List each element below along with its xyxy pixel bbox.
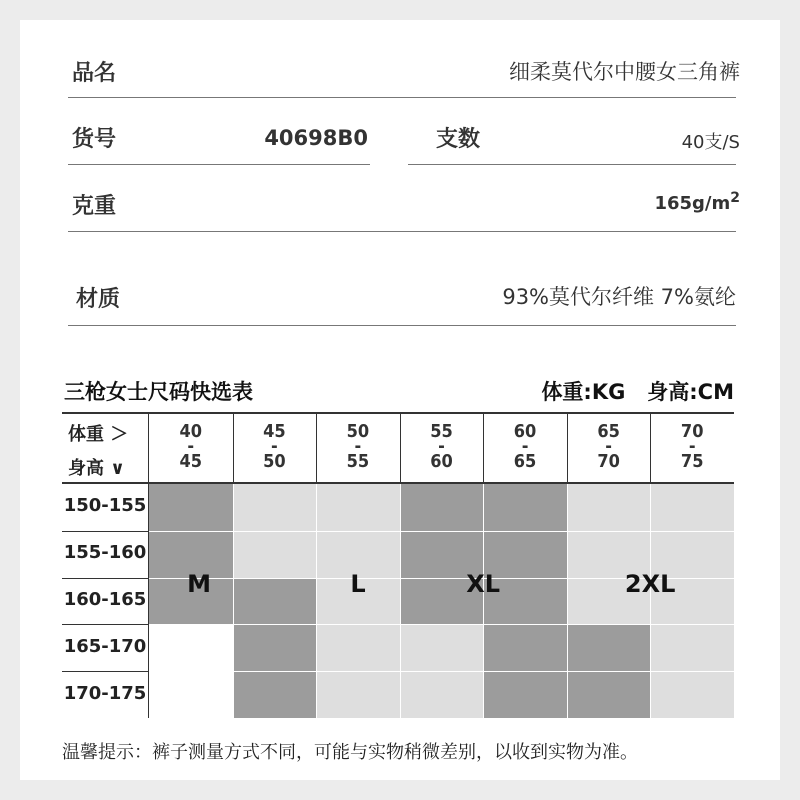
divider bbox=[68, 97, 736, 98]
weight-range-45-50: 45 - 50 bbox=[263, 421, 286, 472]
count-label: 支数 bbox=[436, 127, 481, 152]
size-cell bbox=[316, 484, 400, 531]
weight-value: $165g/m^2$ bbox=[654, 190, 740, 214]
footnote: 温馨提示：裤子测量方式不同，可能与实物稍微差别，以收到实物为准。 bbox=[62, 742, 638, 763]
material-value: 93%莫代尔纤维 7%氨纶 bbox=[502, 285, 736, 309]
header-col-divider bbox=[316, 412, 317, 484]
size-cell bbox=[650, 484, 734, 531]
height-range-label: 155-160 bbox=[63, 542, 147, 564]
grid-line bbox=[483, 484, 484, 718]
count-value: 40支/S bbox=[681, 132, 740, 153]
size-cell bbox=[233, 624, 317, 671]
height-range-label: 160-165 bbox=[63, 589, 147, 610]
weight-range-60-65: 60 - 65 bbox=[513, 421, 537, 472]
size-label-l: L bbox=[350, 569, 366, 598]
grid-line bbox=[316, 484, 317, 718]
size-cell bbox=[149, 671, 233, 718]
weight-header: 体重 ＞ bbox=[68, 424, 129, 445]
divider bbox=[68, 164, 370, 165]
grid-line bbox=[149, 531, 734, 532]
divider bbox=[408, 164, 736, 165]
size-cell bbox=[483, 624, 567, 671]
code-label: 货号 bbox=[72, 127, 117, 152]
header-col-divider bbox=[483, 412, 484, 484]
name-value: 细柔莫代尔中腰女三角裤 bbox=[509, 60, 740, 84]
row-label-separator bbox=[62, 624, 148, 625]
height-header: 身高 ∨ bbox=[68, 458, 125, 479]
size-cell bbox=[567, 624, 651, 671]
size-label-xl: XL bbox=[466, 569, 501, 598]
size-cell bbox=[233, 484, 317, 531]
weight-range-55-60: 55 - 60 bbox=[430, 421, 453, 472]
row-label-separator bbox=[62, 671, 148, 672]
weight-range-50-55: 50 - 55 bbox=[346, 421, 370, 472]
size-cell bbox=[233, 531, 317, 578]
header-col-divider bbox=[400, 412, 401, 484]
grid-line bbox=[149, 671, 734, 672]
header-col-divider bbox=[650, 412, 651, 484]
header-col-divider bbox=[567, 412, 568, 484]
size-cell bbox=[400, 671, 484, 718]
size-chart-title: 三枪女士尺码快选表 bbox=[64, 380, 253, 404]
size-cell bbox=[149, 624, 233, 671]
name-label: 品名 bbox=[72, 61, 117, 86]
size-chart-units: 体重:KG 身高:CM bbox=[541, 380, 734, 404]
size-cell bbox=[400, 624, 484, 671]
height-range-label: 165-170 bbox=[63, 635, 147, 657]
grid-line bbox=[650, 484, 651, 718]
size-label-m: M bbox=[187, 569, 212, 598]
code-value: 40698B0 bbox=[264, 126, 368, 150]
size-label-2xl: 2XL bbox=[624, 569, 676, 598]
size-cell bbox=[650, 671, 734, 718]
grid-line bbox=[400, 484, 401, 718]
weight-label: 克重 bbox=[72, 194, 117, 219]
row-label-separator bbox=[62, 578, 148, 579]
header-col-divider bbox=[233, 412, 234, 484]
size-cell bbox=[400, 484, 484, 531]
size-cell bbox=[483, 671, 567, 718]
divider bbox=[68, 325, 736, 326]
size-cell bbox=[483, 484, 567, 531]
divider bbox=[68, 231, 736, 232]
weight-range-40-45: 40 - 45 bbox=[179, 421, 203, 472]
size-cell bbox=[233, 671, 317, 718]
grid-line bbox=[149, 624, 734, 625]
material-label: 材质 bbox=[76, 287, 121, 312]
size-cell bbox=[233, 578, 317, 625]
size-cell bbox=[316, 671, 400, 718]
grid-line bbox=[567, 484, 568, 718]
size-cell bbox=[149, 484, 233, 531]
size-cell bbox=[567, 671, 651, 718]
size-cell bbox=[650, 624, 734, 671]
grid-line bbox=[233, 484, 234, 718]
row-label-separator bbox=[62, 531, 148, 532]
table-top-border bbox=[62, 412, 734, 414]
size-chart-table bbox=[62, 412, 734, 718]
height-range-label: 150-155 bbox=[63, 495, 147, 517]
size-cell bbox=[316, 624, 400, 671]
weight-range-70-75: 70 - 75 bbox=[680, 421, 704, 472]
size-cell bbox=[567, 484, 651, 531]
height-range-label: 170-175 bbox=[63, 682, 147, 704]
weight-range-65-70: 65 - 70 bbox=[597, 421, 620, 472]
